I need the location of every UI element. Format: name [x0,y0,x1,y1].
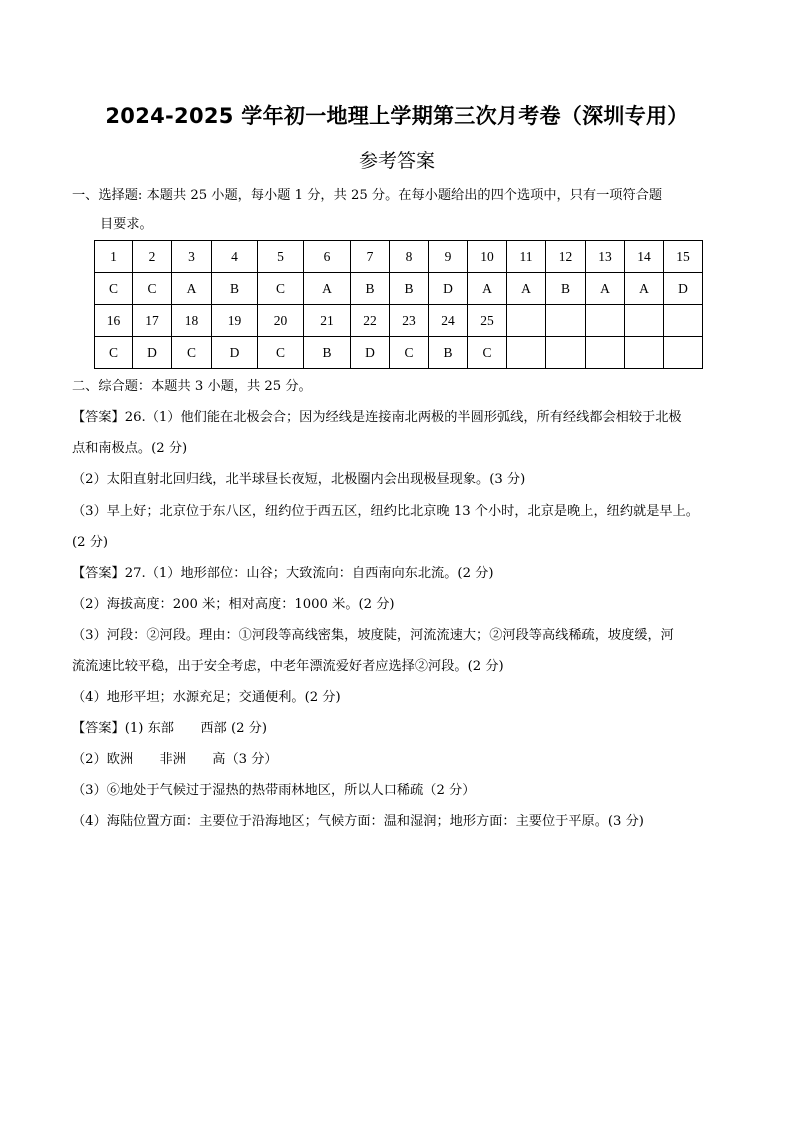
question-number-cell: 25 [468,305,507,337]
answer-cell: D [351,337,390,369]
answer-cell [507,337,546,369]
answer-cell: B [429,337,468,369]
question-number-cell [625,305,664,337]
page-title: 2024-2025 学年初一地理上学期第三次月考卷（深圳专用） [105,104,689,128]
question-number-cell: 23 [390,305,429,337]
question-number-cell: 11 [507,241,546,273]
answer-cell: A [468,273,507,305]
answer-cell: D [212,337,258,369]
section1-instruction-line2: 目要求。 [100,217,153,232]
question-number-cell: 1 [95,241,133,273]
question-number-cell: 3 [172,241,212,273]
answer-line: （4）地形平坦；水源充足；交通便利。(2 分) [72,690,341,705]
answer-line: 【答案】(1) 东部 西部 (2 分) [72,721,267,736]
answer-cell: B [351,273,390,305]
answer-cell [625,337,664,369]
question-number-cell: 13 [586,241,625,273]
answer-cell: C [95,337,133,369]
page-subtitle: 参考答案 [358,150,435,172]
question-number-cell: 24 [429,305,468,337]
question-number-cell: 16 [95,305,133,337]
answer-cell: C [468,337,507,369]
answer-line: （4）海陆位置方面：主要位于沿海地区；气候方面：温和湿润；地形方面：主要位于平原。(3 分) [72,814,644,829]
answer-cell: A [586,273,625,305]
section2-heading: 二、综合题：本题共 3 小题，共 25 分。 [72,379,312,394]
answer-cell: D [133,337,172,369]
answer-line: 【答案】27.（1）地形部位：山谷；大致流向：自西南向东北流。(2 分) [72,566,494,581]
answer-cell: C [258,273,304,305]
answer-cell: C [172,337,212,369]
answer-line: 点和南极点。(2 分) [72,441,188,456]
answer-cell: A [304,273,351,305]
answer-cell: B [304,337,351,369]
answer-line: （3）河段：②河段。理由：①河段等高线密集，坡度陡，河流流速大；②河段等高线稀疏，坡度缓，河 [72,628,674,643]
question-number-cell: 5 [258,241,304,273]
question-number-cell: 21 [304,305,351,337]
answer-cell: A [172,273,212,305]
answer-cell: B [212,273,258,305]
question-number-cell [586,305,625,337]
question-number-cell: 19 [212,305,258,337]
question-number-cell [664,305,703,337]
question-number-cell: 14 [625,241,664,273]
question-number-cell: 10 [468,241,507,273]
answer-cell: A [625,273,664,305]
answer-line: (2 分) [72,535,109,550]
question-number-cell [546,305,586,337]
answer-cell: C [95,273,133,305]
answer-table [94,240,703,369]
answer-cell: C [390,337,429,369]
section1-instruction-line1: 一、选择题: 本题共 25 小题，每小题 1 分，共 25 分。在每小题给出的四个选项中，只有一项符合题 [72,188,663,203]
question-number-cell: 22 [351,305,390,337]
question-number-cell: 18 [172,305,212,337]
answer-line: （2）太阳直射北回归线，北半球昼长夜短，北极圈内会出现极昼现象。(3 分) [72,472,526,487]
answer-line: 流流速比较平稳，出于安全考虑，中老年漂流爱好者应选择②河段。(2 分) [72,659,504,674]
answer-table-answer-row [95,273,703,305]
question-number-cell [507,305,546,337]
question-number-cell: 20 [258,305,304,337]
answer-line: （3）早上好；北京位于东八区，纽约位于西五区，纽约比北京晚 13 个小时，北京是晚上，纽约就是早上。 [72,504,699,519]
answer-cell [546,337,586,369]
question-number-cell: 2 [133,241,172,273]
question-number-cell: 4 [212,241,258,273]
answer-line: （3）⑥地处于气候过于湿热的热带雨林地区，所以人口稀疏（2 分） [72,783,476,798]
question-number-cell: 7 [351,241,390,273]
question-number-cell: 9 [429,241,468,273]
answer-cell [664,337,703,369]
question-number-cell: 15 [664,241,703,273]
question-number-cell: 12 [546,241,586,273]
question-number-cell: 6 [304,241,351,273]
question-number-cell: 8 [390,241,429,273]
answer-cell: C [258,337,304,369]
answer-cell: B [546,273,586,305]
answer-cell: D [664,273,703,305]
answer-cell: D [429,273,468,305]
answer-line: 【答案】26.（1）他们能在北极会合；因为经线是连接南北两极的半圆形弧线，所有经线都会相较于北极 [72,410,682,425]
answer-line: （2）欧洲 非洲 高（3 分） [72,752,278,767]
answer-table-answer-row [95,337,703,369]
answer-line: （2）海拔高度：200 米；相对高度：1000 米。(2 分) [72,597,395,612]
answer-cell: B [390,273,429,305]
question-number-cell: 17 [133,305,172,337]
answer-cell [586,337,625,369]
answer-cell: A [507,273,546,305]
answer-table-number-row [95,241,703,273]
answer-cell: C [133,273,172,305]
answer-table-number-row [95,305,703,337]
